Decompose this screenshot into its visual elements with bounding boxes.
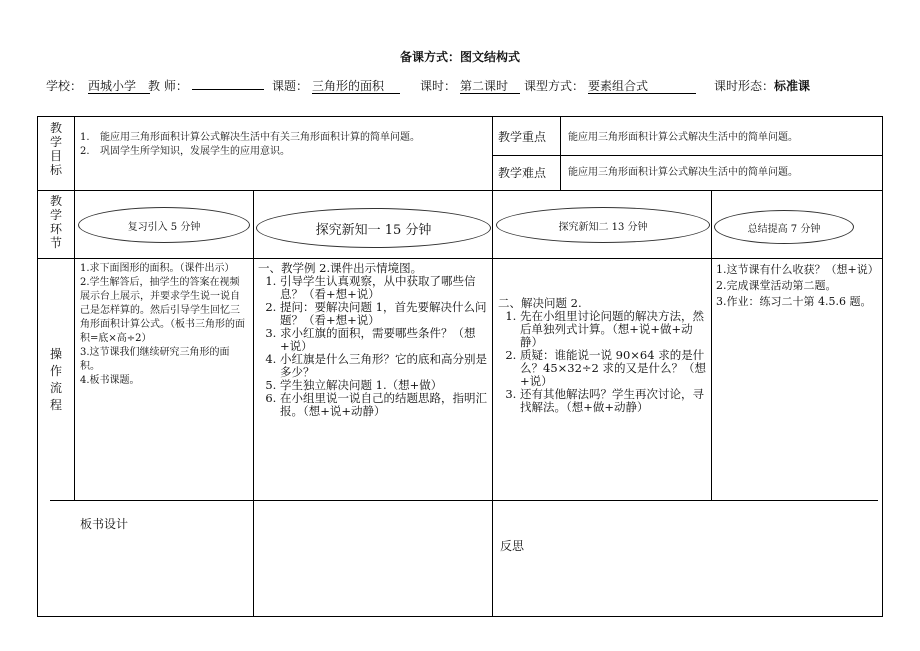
keypoint-label-divider [560,116,561,190]
review-steps [80,262,248,388]
explore-one-heading: 一、教学例 2.课件出示情境图。 [258,261,423,275]
topic-value: 三角形的面积 [312,80,400,94]
page-title: 备课方式：图文结构式 [399,50,520,64]
list-item: 4. 小红旗是什么三角形？它的底和高分别是多少？ [280,353,490,379]
board-design-label: 板书设计 [80,517,129,531]
header-school [46,77,150,94]
stages-bottom-divider [37,258,883,259]
form-value: 标准课 [774,79,811,93]
list-item: 2.完成课堂活动第二题。 [716,279,837,292]
process-bottom-divider [50,500,878,501]
list-item: 2.学生解答后，抽学生的答案在视频展示台上展示，并要求学生说一说自己是怎样算的。然后引导学生回忆三角形面积计算公式。（板书三角形的面积=底×高÷2） [80,277,245,344]
list-item: 3.这节课我们继续研究三角形的面积。 [80,347,230,372]
process-label: 操 作 流 程 [49,347,62,412]
period-label: 课时： [420,79,457,93]
difficulty-label: 教学难点 [498,166,547,180]
list-item: 3. 求小红旗的面积，需要哪些条件？（想+说） [280,327,490,353]
header-form [714,77,810,94]
list-item: 6. 在小组里说一说自己的结题思路，指明汇报。（想+说+动静） [280,392,490,418]
keypoint-label: 教学重点 [498,130,547,144]
goal-item: 1. 能应用三角形面积计算公式解决生活中有关三角形面积计算的简单问题。 [80,132,420,143]
goals-bottom-divider [37,190,883,191]
list-item: 1. 先在小组里讨论问题的解决方法，然后单独列式计算。（想+说+做+动静） [520,310,708,349]
stage-summary-oval: 总结提高 7 分钟 [714,210,854,244]
table-border-right [882,116,883,617]
header-teacher [148,77,264,94]
type-label: 课型方式： [524,79,585,93]
stages-label: 教 学 环 节 [49,194,62,250]
period-value: 第二课时 [460,80,520,94]
list-item: 2. 质疑：谁能说一说 90×64 求的是什么？45×32÷2 求的又是什么？（想+说） [520,349,708,388]
list-item: 1. 引导学生认真观察，从中获取了哪些信息？（看+想+说） [280,275,490,301]
school-value: 西城小学 [88,80,150,94]
teacher-label: 教 师： [148,79,188,93]
summary-steps [716,262,880,310]
list-item: 3. 还有其他解法吗？学生再次讨论，寻找解法。（想+做+动静） [520,388,708,414]
goals-list [80,131,490,159]
col2-divider [492,190,493,617]
list-item: 4.板书课题。 [80,375,140,386]
school-label: 学校： [46,79,83,93]
type-value: 要素组合式 [588,80,696,94]
explore-two-heading: 二、解决问题 2. [498,296,582,310]
col3-divider [711,190,712,501]
goals-label: 教 学 目 标 [49,121,62,177]
list-item: 5. 学生独立解决问题 1.（想+做） [280,379,490,392]
keypoint-value: 能应用三角形面积计算公式解决生活中的简单问题。 [568,132,798,143]
list-item: 1.这节课有什么收获？（想+说） [716,263,879,276]
teacher-value [192,89,264,90]
table-border-top [37,116,883,117]
stage-explore-one-oval: 探究新知一 15 分钟 [256,208,491,248]
label-column-divider [74,116,75,501]
goals-divider [492,116,493,190]
table-border-bottom [37,616,883,617]
list-item: 1.求下面图形的面积。（课件出示） [80,263,235,274]
goal-item: 2. 巩固学生所学知识，发展学生的应用意识。 [80,146,290,157]
list-item: 2. 提问：要解决问题 1，首先要解决什么问题？（看+想+说） [280,301,490,327]
keypoint-row-divider [492,155,883,156]
header-type [524,77,696,94]
col1-divider [253,190,254,617]
header-period [420,77,520,94]
topic-label: 课题： [272,79,309,93]
stage-review-oval: 复习引入 5 分钟 [78,207,250,243]
stage-explore-two-oval: 探究新知二 13 分钟 [496,207,710,243]
form-label: 课时形态： [714,79,775,93]
header-topic [272,77,400,94]
difficulty-value: 能应用三角形面积计算公式解决生活中的简单问题。 [568,167,798,178]
explore-two-steps [498,297,708,414]
reflection-label: 反思 [500,539,525,553]
list-item: 3.作业：练习二十第 4.5.6 题。 [716,295,872,308]
explore-one-steps [258,262,490,418]
